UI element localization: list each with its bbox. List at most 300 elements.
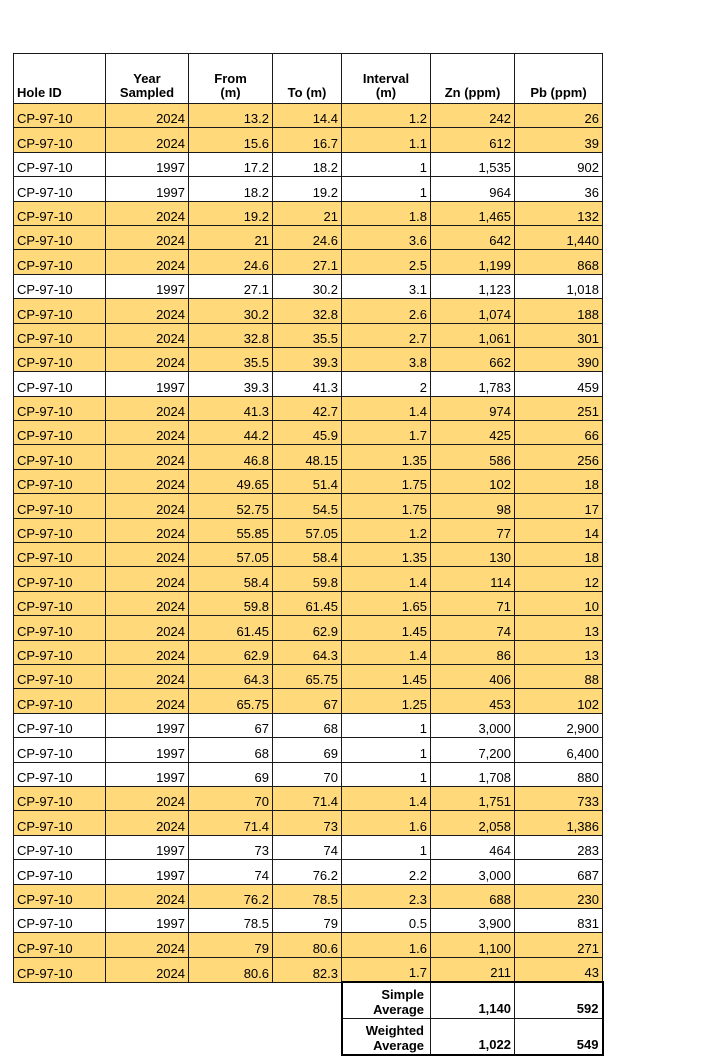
cell-hole-id: CP-97-10	[14, 225, 106, 249]
cell-zn: 98	[431, 494, 515, 518]
header-interval: Interval (m)	[342, 54, 431, 104]
table-row	[14, 421, 603, 445]
cell-zn: 3,000	[431, 860, 515, 884]
cell-hole-id: CP-97-10	[14, 786, 106, 810]
cell-to: 32.8	[273, 299, 342, 323]
cell-to: 78.5	[273, 884, 342, 908]
cell-hole-id: CP-97-10	[14, 567, 106, 591]
table-row	[14, 372, 603, 396]
header-hole-id: Hole ID	[14, 54, 106, 104]
cell-hole-id: CP-97-10	[14, 884, 106, 908]
weighted-average-pb: 549	[515, 1019, 603, 1056]
cell-to: 54.5	[273, 494, 342, 518]
cell-from: 70	[189, 786, 273, 810]
cell-zn: 1,123	[431, 274, 515, 298]
cell-zn: 130	[431, 543, 515, 567]
cell-interval: 1	[342, 177, 431, 201]
cell-pb: 1,440	[515, 225, 603, 249]
cell-from: 35.5	[189, 347, 273, 371]
cell-from: 52.75	[189, 494, 273, 518]
cell-hole-id: CP-97-10	[14, 274, 106, 298]
cell-from: 69	[189, 762, 273, 786]
cell-interval: 1	[342, 762, 431, 786]
cell-year-sampled: 2024	[106, 396, 189, 420]
header-from: From (m)	[189, 54, 273, 104]
table-row	[14, 543, 603, 567]
cell-hole-id: CP-97-10	[14, 445, 106, 469]
cell-hole-id: CP-97-10	[14, 152, 106, 176]
weighted-average-row	[14, 1019, 603, 1056]
cell-pb: 831	[515, 908, 603, 932]
table-row	[14, 299, 603, 323]
cell-pb: 188	[515, 299, 603, 323]
cell-to: 27.1	[273, 250, 342, 274]
cell-from: 80.6	[189, 957, 273, 982]
table-row	[14, 933, 603, 957]
cell-from: 78.5	[189, 908, 273, 932]
cell-to: 80.6	[273, 933, 342, 957]
cell-zn: 3,900	[431, 908, 515, 932]
cell-from: 74	[189, 860, 273, 884]
cell-pb: 18	[515, 469, 603, 493]
cell-from: 27.1	[189, 274, 273, 298]
cell-zn: 1,074	[431, 299, 515, 323]
cell-to: 39.3	[273, 347, 342, 371]
cell-interval: 3.8	[342, 347, 431, 371]
cell-interval: 1.6	[342, 811, 431, 835]
cell-hole-id: CP-97-10	[14, 128, 106, 152]
header-year-sampled: Year Sampled	[106, 54, 189, 104]
simple-average-row	[14, 982, 603, 1019]
cell-to: 65.75	[273, 664, 342, 688]
cell-to: 58.4	[273, 543, 342, 567]
cell-pb: 66	[515, 421, 603, 445]
cell-hole-id: CP-97-10	[14, 664, 106, 688]
cell-interval: 1	[342, 152, 431, 176]
cell-from: 41.3	[189, 396, 273, 420]
cell-hole-id: CP-97-10	[14, 689, 106, 713]
cell-pb: 36	[515, 177, 603, 201]
cell-hole-id: CP-97-10	[14, 957, 106, 982]
cell-to: 59.8	[273, 567, 342, 591]
cell-to: 30.2	[273, 274, 342, 298]
cell-hole-id: CP-97-10	[14, 323, 106, 347]
cell-pb: 902	[515, 152, 603, 176]
cell-from: 21	[189, 225, 273, 249]
cell-interval: 1.75	[342, 469, 431, 493]
cell-pb: 390	[515, 347, 603, 371]
cell-zn: 7,200	[431, 738, 515, 762]
cell-to: 76.2	[273, 860, 342, 884]
cell-interval: 1.4	[342, 640, 431, 664]
cell-from: 19.2	[189, 201, 273, 225]
cell-zn: 2,058	[431, 811, 515, 835]
table-row	[14, 835, 603, 859]
cell-year-sampled: 2024	[106, 494, 189, 518]
cell-from: 17.2	[189, 152, 273, 176]
cell-zn: 586	[431, 445, 515, 469]
cell-from: 15.6	[189, 128, 273, 152]
cell-year-sampled: 1997	[106, 274, 189, 298]
cell-pb: 459	[515, 372, 603, 396]
cell-year-sampled: 2024	[106, 957, 189, 982]
table-row	[14, 811, 603, 835]
cell-to: 64.3	[273, 640, 342, 664]
cell-interval: 1.45	[342, 664, 431, 688]
cell-from: 65.75	[189, 689, 273, 713]
cell-hole-id: CP-97-10	[14, 713, 106, 737]
cell-pb: 283	[515, 835, 603, 859]
cell-zn: 964	[431, 177, 515, 201]
cell-pb: 868	[515, 250, 603, 274]
simple-average-pb: 592	[515, 982, 603, 1019]
cell-pb: 230	[515, 884, 603, 908]
table-row	[14, 152, 603, 176]
cell-year-sampled: 2024	[106, 786, 189, 810]
cell-zn: 74	[431, 616, 515, 640]
cell-hole-id: CP-97-10	[14, 860, 106, 884]
cell-pb: 6,400	[515, 738, 603, 762]
cell-hole-id: CP-97-10	[14, 396, 106, 420]
cell-to: 62.9	[273, 616, 342, 640]
table-row	[14, 201, 603, 225]
cell-hole-id: CP-97-10	[14, 250, 106, 274]
cell-to: 19.2	[273, 177, 342, 201]
cell-from: 39.3	[189, 372, 273, 396]
cell-to: 67	[273, 689, 342, 713]
cell-interval: 1.35	[342, 445, 431, 469]
cell-from: 32.8	[189, 323, 273, 347]
cell-from: 67	[189, 713, 273, 737]
table-row	[14, 616, 603, 640]
cell-pb: 39	[515, 128, 603, 152]
cell-to: 45.9	[273, 421, 342, 445]
cell-year-sampled: 2024	[106, 664, 189, 688]
cell-pb: 1,018	[515, 274, 603, 298]
cell-year-sampled: 2024	[106, 201, 189, 225]
cell-year-sampled: 1997	[106, 762, 189, 786]
table-row	[14, 957, 603, 982]
cell-interval: 1	[342, 738, 431, 762]
cell-zn: 242	[431, 104, 515, 128]
table-row	[14, 738, 603, 762]
cell-to: 68	[273, 713, 342, 737]
cell-hole-id: CP-97-10	[14, 299, 106, 323]
cell-zn: 1,708	[431, 762, 515, 786]
cell-from: 30.2	[189, 299, 273, 323]
weighted-average-label: Weighted Average	[342, 1019, 431, 1056]
table-row	[14, 786, 603, 810]
cell-interval: 1.35	[342, 543, 431, 567]
cell-zn: 3,000	[431, 713, 515, 737]
cell-pb: 251	[515, 396, 603, 420]
cell-year-sampled: 2024	[106, 543, 189, 567]
cell-interval: 3.1	[342, 274, 431, 298]
cell-pb: 271	[515, 933, 603, 957]
cell-from: 79	[189, 933, 273, 957]
cell-to: 70	[273, 762, 342, 786]
table-row	[14, 177, 603, 201]
cell-hole-id: CP-97-10	[14, 494, 106, 518]
cell-zn: 211	[431, 957, 515, 982]
cell-hole-id: CP-97-10	[14, 908, 106, 932]
cell-zn: 86	[431, 640, 515, 664]
cell-year-sampled: 2024	[106, 640, 189, 664]
cell-interval: 2	[342, 372, 431, 396]
cell-pb: 301	[515, 323, 603, 347]
table-row	[14, 591, 603, 615]
cell-interval: 1.25	[342, 689, 431, 713]
cell-hole-id: CP-97-10	[14, 177, 106, 201]
cell-interval: 1.4	[342, 396, 431, 420]
table-row	[14, 347, 603, 371]
table-row	[14, 274, 603, 298]
cell-interval: 1.2	[342, 104, 431, 128]
cell-year-sampled: 1997	[106, 738, 189, 762]
table-row	[14, 104, 603, 128]
table-row	[14, 250, 603, 274]
header-to: To (m)	[273, 54, 342, 104]
cell-to: 21	[273, 201, 342, 225]
cell-zn: 114	[431, 567, 515, 591]
cell-interval: 1.75	[342, 494, 431, 518]
cell-from: 13.2	[189, 104, 273, 128]
cell-pb: 18	[515, 543, 603, 567]
cell-zn: 612	[431, 128, 515, 152]
cell-zn: 1,535	[431, 152, 515, 176]
cell-hole-id: CP-97-10	[14, 104, 106, 128]
cell-hole-id: CP-97-10	[14, 518, 106, 542]
cell-from: 76.2	[189, 884, 273, 908]
cell-from: 59.8	[189, 591, 273, 615]
cell-year-sampled: 2024	[106, 299, 189, 323]
cell-hole-id: CP-97-10	[14, 616, 106, 640]
cell-pb: 12	[515, 567, 603, 591]
simple-average-label: Simple Average	[342, 982, 431, 1019]
cell-interval: 1.7	[342, 421, 431, 445]
cell-from: 44.2	[189, 421, 273, 445]
cell-hole-id: CP-97-10	[14, 640, 106, 664]
cell-interval: 2.2	[342, 860, 431, 884]
cell-to: 71.4	[273, 786, 342, 810]
cell-year-sampled: 2024	[106, 250, 189, 274]
cell-interval: 1.4	[342, 786, 431, 810]
table-row	[14, 713, 603, 737]
cell-year-sampled: 1997	[106, 860, 189, 884]
cell-from: 24.6	[189, 250, 273, 274]
cell-hole-id: CP-97-10	[14, 738, 106, 762]
cell-pb: 10	[515, 591, 603, 615]
cell-to: 79	[273, 908, 342, 932]
cell-year-sampled: 2024	[106, 567, 189, 591]
cell-interval: 2.3	[342, 884, 431, 908]
cell-year-sampled: 2024	[106, 347, 189, 371]
cell-interval: 0.5	[342, 908, 431, 932]
cell-pb: 88	[515, 664, 603, 688]
cell-hole-id: CP-97-10	[14, 201, 106, 225]
cell-interval: 1.45	[342, 616, 431, 640]
cell-zn: 453	[431, 689, 515, 713]
cell-hole-id: CP-97-10	[14, 421, 106, 445]
cell-pb: 733	[515, 786, 603, 810]
cell-to: 51.4	[273, 469, 342, 493]
cell-zn: 77	[431, 518, 515, 542]
cell-interval: 1.8	[342, 201, 431, 225]
cell-zn: 1,783	[431, 372, 515, 396]
table-row	[14, 689, 603, 713]
cell-interval: 1.2	[342, 518, 431, 542]
cell-pb: 13	[515, 616, 603, 640]
table-row	[14, 518, 603, 542]
cell-interval: 2.7	[342, 323, 431, 347]
table-row	[14, 469, 603, 493]
cell-pb: 1,386	[515, 811, 603, 835]
table-row	[14, 860, 603, 884]
cell-zn: 662	[431, 347, 515, 371]
cell-zn: 464	[431, 835, 515, 859]
cell-to: 24.6	[273, 225, 342, 249]
cell-zn: 425	[431, 421, 515, 445]
cell-pb: 880	[515, 762, 603, 786]
cell-year-sampled: 1997	[106, 152, 189, 176]
cell-year-sampled: 1997	[106, 372, 189, 396]
cell-from: 62.9	[189, 640, 273, 664]
cell-zn: 688	[431, 884, 515, 908]
cell-to: 42.7	[273, 396, 342, 420]
cell-zn: 642	[431, 225, 515, 249]
cell-to: 61.45	[273, 591, 342, 615]
cell-interval: 1.6	[342, 933, 431, 957]
cell-interval: 1.1	[342, 128, 431, 152]
header-row	[14, 54, 603, 104]
table-row	[14, 664, 603, 688]
table-row	[14, 884, 603, 908]
cell-interval: 2.6	[342, 299, 431, 323]
cell-pb: 2,900	[515, 713, 603, 737]
cell-to: 35.5	[273, 323, 342, 347]
table-row	[14, 225, 603, 249]
cell-zn: 1,061	[431, 323, 515, 347]
cell-year-sampled: 2024	[106, 469, 189, 493]
cell-to: 16.7	[273, 128, 342, 152]
cell-interval: 1	[342, 835, 431, 859]
cell-year-sampled: 2024	[106, 689, 189, 713]
spacer	[14, 982, 342, 1019]
header-pb: Pb (ppm)	[515, 54, 603, 104]
table-row	[14, 567, 603, 591]
assay-table	[13, 53, 604, 1056]
table-row	[14, 908, 603, 932]
cell-pb: 43	[515, 957, 603, 982]
cell-hole-id: CP-97-10	[14, 347, 106, 371]
cell-hole-id: CP-97-10	[14, 469, 106, 493]
cell-to: 57.05	[273, 518, 342, 542]
table-body	[14, 104, 603, 983]
table-row	[14, 445, 603, 469]
cell-year-sampled: 1997	[106, 177, 189, 201]
cell-year-sampled: 2024	[106, 445, 189, 469]
cell-to: 18.2	[273, 152, 342, 176]
cell-interval: 1.7	[342, 957, 431, 982]
cell-hole-id: CP-97-10	[14, 811, 106, 835]
cell-interval: 1	[342, 713, 431, 737]
cell-pb: 13	[515, 640, 603, 664]
cell-pb: 17	[515, 494, 603, 518]
cell-year-sampled: 2024	[106, 933, 189, 957]
table-row	[14, 396, 603, 420]
cell-pb: 26	[515, 104, 603, 128]
cell-hole-id: CP-97-10	[14, 933, 106, 957]
cell-pb: 102	[515, 689, 603, 713]
table-row	[14, 762, 603, 786]
cell-interval: 1.65	[342, 591, 431, 615]
cell-year-sampled: 2024	[106, 811, 189, 835]
cell-year-sampled: 2024	[106, 128, 189, 152]
cell-hole-id: CP-97-10	[14, 591, 106, 615]
table-row	[14, 494, 603, 518]
cell-pb: 132	[515, 201, 603, 225]
cell-to: 14.4	[273, 104, 342, 128]
cell-to: 82.3	[273, 957, 342, 982]
cell-to: 74	[273, 835, 342, 859]
cell-pb: 14	[515, 518, 603, 542]
cell-to: 73	[273, 811, 342, 835]
cell-from: 68	[189, 738, 273, 762]
cell-year-sampled: 1997	[106, 713, 189, 737]
table-row	[14, 640, 603, 664]
header-zn: Zn (ppm)	[431, 54, 515, 104]
cell-from: 71.4	[189, 811, 273, 835]
cell-year-sampled: 1997	[106, 835, 189, 859]
weighted-average-zn: 1,022	[431, 1019, 515, 1056]
cell-year-sampled: 2024	[106, 104, 189, 128]
cell-pb: 687	[515, 860, 603, 884]
cell-year-sampled: 2024	[106, 323, 189, 347]
cell-year-sampled: 2024	[106, 518, 189, 542]
cell-from: 55.85	[189, 518, 273, 542]
cell-interval: 1.4	[342, 567, 431, 591]
cell-from: 58.4	[189, 567, 273, 591]
cell-zn: 1,751	[431, 786, 515, 810]
cell-hole-id: CP-97-10	[14, 372, 106, 396]
cell-year-sampled: 2024	[106, 225, 189, 249]
cell-zn: 1,465	[431, 201, 515, 225]
cell-from: 46.8	[189, 445, 273, 469]
cell-interval: 2.5	[342, 250, 431, 274]
cell-hole-id: CP-97-10	[14, 543, 106, 567]
table-row	[14, 128, 603, 152]
cell-from: 64.3	[189, 664, 273, 688]
table-row	[14, 323, 603, 347]
cell-to: 48.15	[273, 445, 342, 469]
cell-zn: 102	[431, 469, 515, 493]
cell-zn: 71	[431, 591, 515, 615]
simple-average-zn: 1,140	[431, 982, 515, 1019]
cell-from: 49.65	[189, 469, 273, 493]
cell-year-sampled: 1997	[106, 908, 189, 932]
cell-to: 69	[273, 738, 342, 762]
cell-year-sampled: 2024	[106, 591, 189, 615]
cell-from: 18.2	[189, 177, 273, 201]
cell-zn: 1,199	[431, 250, 515, 274]
cell-year-sampled: 2024	[106, 421, 189, 445]
cell-zn: 1,100	[431, 933, 515, 957]
cell-from: 57.05	[189, 543, 273, 567]
cell-pb: 256	[515, 445, 603, 469]
cell-year-sampled: 2024	[106, 616, 189, 640]
cell-hole-id: CP-97-10	[14, 762, 106, 786]
cell-year-sampled: 2024	[106, 884, 189, 908]
